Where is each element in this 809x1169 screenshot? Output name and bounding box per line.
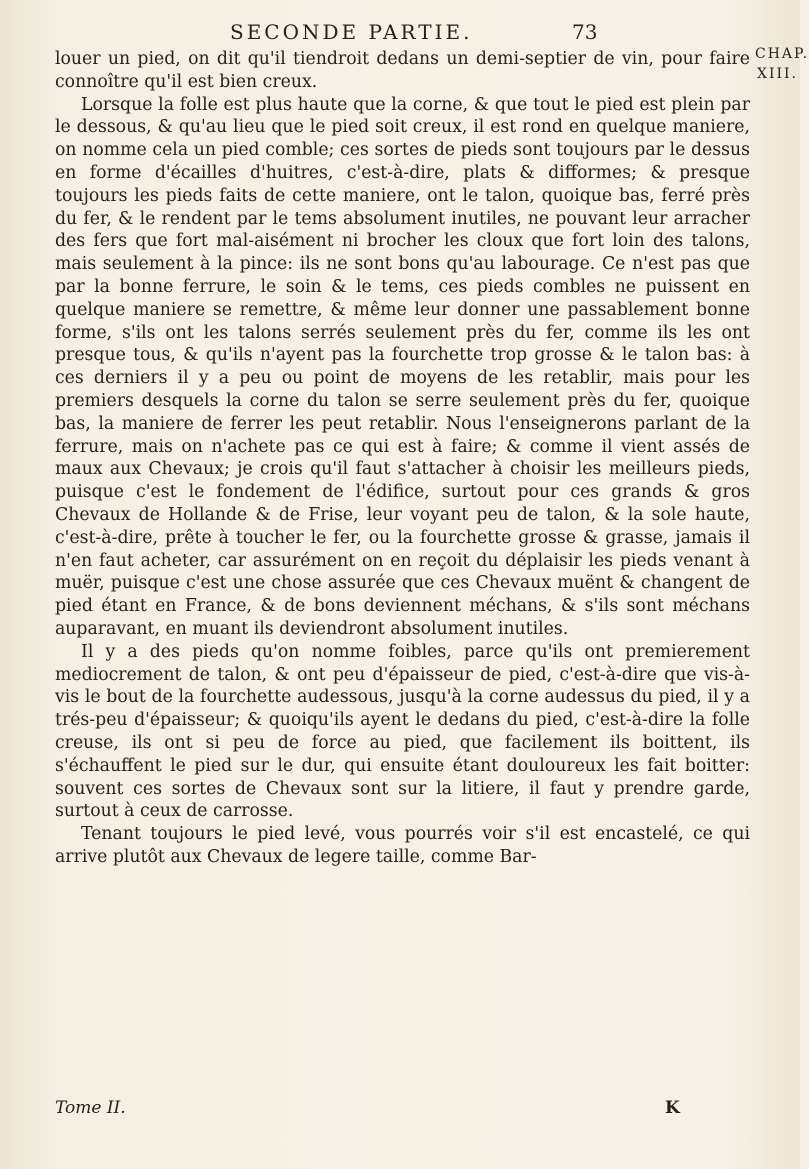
paragraph-pieds-foibles: Il y a des pieds qu'on nomme foibles, parce qu'ils ont premierement mediocrement de talon, & ont peu d'épaisseur de pied, c'est-à-dire que vis-à-vis le bout de la fourchette audessous, jusqu'à la corne audessus du pied, il y a trés-peu d'épaisseur; & quoiqu'ils ayent le dedans du pied, c'est-à-dire la folle creuse, ils ont si peu de force au pied, que facilement ils boittent, ils s'échauffent le pied sur le dur, qui ensuite étant douloureux les fait boitter: souvent ces sortes de Chevaux sont sur la litiere, il faut y prendre garde, surtout à ceux de carrosse. xyxy=(55,641,750,822)
paragraph-encastele: Tenant toujours le pied levé, vous pourrés voir s'il est encastelé, ce qui arrive plutôt aux Chevaux de legere taille, comme Bar- xyxy=(55,824,750,867)
paragraph-pied-comble: Lorsque la folle est plus haute que la corne, & que tout le pied est plein par le dessous, & qu'au lieu que le pied soit creux, il est rond en quelque maniere, on nomme cela un pied comble; ces sortes de pieds sont toujours par le dessus en forme d'écailles d'huitres, c'est-à-dire, plats & difformes; & presque toujours les pieds faits de cette maniere, ont le talon, quoique bas, ferré près du fer, & le rendent par le tems absolument inutiles, ne pouvant leur arracher des fers que fort mal-aisément ni brocher les cloux que fort loin des talons, mais seulement à la pince: ils ne sont bons qu'au labourage. Ce n'est pas que par la bonne ferrure, le soin & le tems, ces pieds combles ne puissent en quelque maniere se remettre, & même leur donner une passablement bonne forme, s'ils ont les talons serrés seulement près du fer, comme ils les ont presque tous, & qu'ils n'ayent pas la fourchette trop grosse & le talon bas: à ces derniers il y a peu ou point de moyens de les retablir, mais pour les premiers desquels la corne du talon se serre seulement près du fer, quoique bas, la maniere de ferrer les peut retablir. Nous l'enseignerons parlant de la ferrure, mais on n'achete pas ce qui est à faire; & comme il vient assés de maux aux Chevaux; je crois qu'il faut s'attacher à choisir les meilleurs pieds, puisque c'est le fondement de l'édifice, surtout pour ces grands & gros Chevaux de Hollande & de Frise, leur voyant peu de talon, & la sole haute, c'est-à-dire, prête à toucher le fer, ou la fourchette grosse & grasse, jamais il n'en faut acheter, car assurément on en reçoit du déplaisir les pieds venant à muër, puisque c'est une chose assurée que ces Chevaux muënt & changent de pied étant en France, & de bons deviennent méchans, & s'ils sont méchans auparavant, en muant ils deviendront absolument inutiles. xyxy=(55,94,750,639)
body-text xyxy=(55,48,750,869)
volume-label: Tome II. xyxy=(55,1098,126,1118)
page-footer xyxy=(55,1098,750,1118)
paragraph-continued: louer un pied, on dit qu'il tiendroit dedans un demi-septier de vin, pour faire connoître qu'il est bien creux. xyxy=(55,49,750,92)
running-head xyxy=(230,20,630,44)
running-head-title: SECONDE PARTIE. xyxy=(230,20,473,44)
chapter-label: CHAP. xyxy=(755,46,809,62)
signature-mark: K xyxy=(665,1098,680,1118)
page-number: 73 xyxy=(572,20,598,44)
chapter-number: XIII. xyxy=(756,66,798,82)
chapter-margin-note xyxy=(755,44,809,84)
